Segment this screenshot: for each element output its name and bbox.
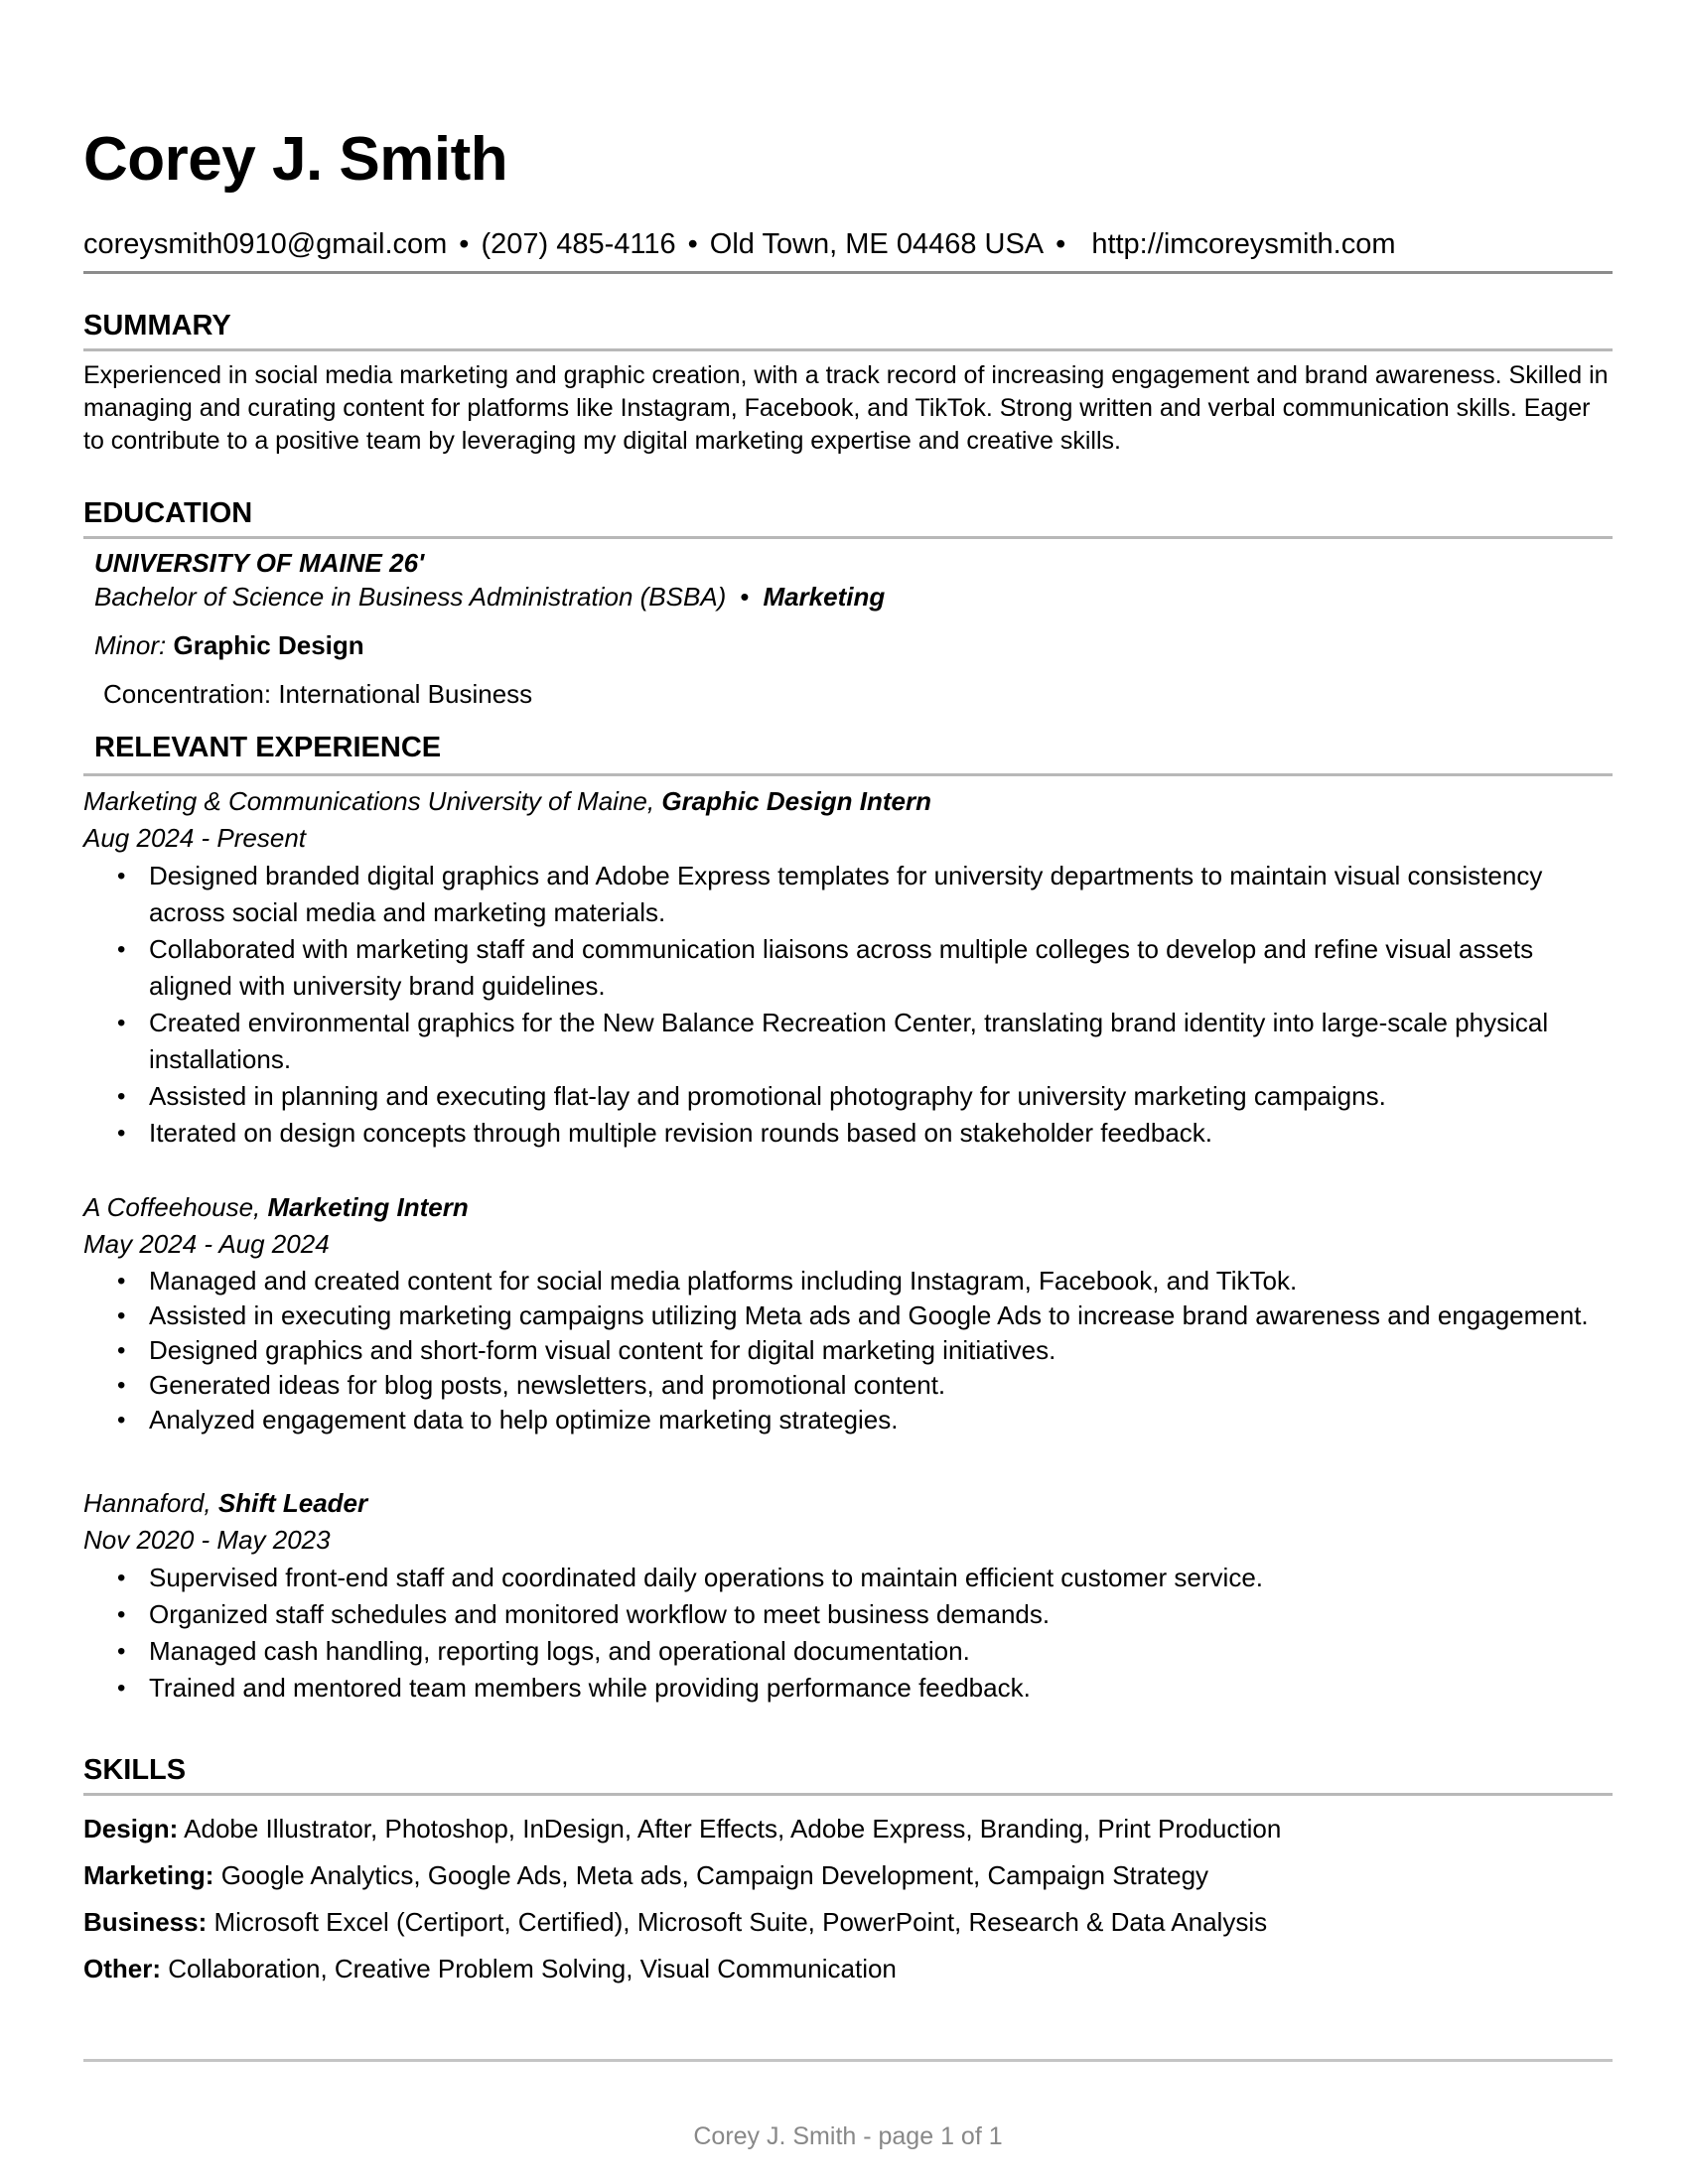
contact-separator: • xyxy=(1055,228,1066,260)
skill-label: Other: xyxy=(83,1954,161,1983)
skill-value: Google Analytics, Google Ads, Meta ads, Campaign Development, Campaign Strategy xyxy=(220,1860,1209,1890)
skill-value: Collaboration, Creative Problem Solving, Visual Communication xyxy=(168,1954,897,1983)
skill-label: Business: xyxy=(83,1907,208,1937)
bullet-item: • Designed branded digital graphics and Adobe Express templates for university departments to maintain visual consistency across social media and marketing materials. xyxy=(149,858,1609,931)
job-dates: May 2024 - Aug 2024 xyxy=(83,1229,330,1259)
degree: Bachelor of Science in Business Administration (BSBA) xyxy=(94,582,727,612)
skills-heading: SKILLS xyxy=(83,1754,187,1786)
phone-number: (207) 485-4116 xyxy=(481,228,676,260)
skill-row xyxy=(83,1858,1208,1892)
job-org: A Coffeehouse, xyxy=(83,1192,261,1222)
website-link[interactable]: http://imcoreysmith.com xyxy=(1091,228,1396,260)
bullet-item: • Organized staff schedules and monitored workflow to meet business demands. xyxy=(149,1596,1609,1633)
contact-separator: • xyxy=(687,228,698,260)
job-role: Graphic Design Intern xyxy=(661,786,931,816)
job-org: Hannaford, xyxy=(83,1488,211,1518)
skill-value: Microsoft Excel (Certiport, Certified), Microsoft Suite, PowerPoint, Research & Data Analysis xyxy=(213,1907,1268,1937)
bullet-item: • Assisted in planning and executing flat-lay and promotional photography for university marketing campaigns. xyxy=(149,1078,1609,1115)
page-footer: Corey J. Smith - page 1 of 1 xyxy=(693,2122,1003,2150)
bullet-item: • Iterated on design concepts through multiple revision rounds based on stakeholder feedback. xyxy=(149,1115,1609,1152)
job-title-line xyxy=(83,784,931,818)
skill-row xyxy=(83,1812,1281,1845)
job-dates: Nov 2020 - May 2023 xyxy=(83,1525,331,1555)
job-role: Shift Leader xyxy=(217,1488,368,1518)
degree-line xyxy=(94,580,885,614)
job-dates: Aug 2024 - Present xyxy=(83,823,307,853)
degree-separator: • xyxy=(740,582,750,612)
bullet-item: • Designed graphics and short-form visual content for digital marketing initiatives. xyxy=(149,1333,1609,1368)
skill-label: Design: xyxy=(83,1814,179,1843)
contact-line xyxy=(83,226,1396,262)
minor-line xyxy=(94,628,364,662)
school-name: UNIVERSITY OF MAINE 26' xyxy=(94,548,425,578)
bullet-item: • Analyzed engagement data to help optimize marketing strategies. xyxy=(149,1403,1609,1437)
contact-separator: • xyxy=(459,228,470,260)
bullet-item: • Trained and mentored team members while providing performance feedback. xyxy=(149,1670,1609,1706)
experience-heading: RELEVANT EXPERIENCE xyxy=(94,732,442,763)
summary-text: Experienced in social media marketing and graphic creation, with a track record of increasing engagement and brand awareness. Skilled in managing and curating content for platforms like Instagram, Facebook, and TikTok. Strong written and verbal communication skills. Eager to contribute to a positive team by leveraging my digital marketing expertise and creative skills. xyxy=(83,361,1609,455)
job-role: Marketing Intern xyxy=(267,1192,469,1222)
job-org: Marketing & Communications University of Maine, xyxy=(83,786,655,816)
education-divider xyxy=(83,536,1613,539)
minor-value: Graphic Design xyxy=(173,630,364,660)
skill-row xyxy=(83,1905,1267,1939)
job-bullets xyxy=(149,1560,1609,1706)
job-title-line xyxy=(83,1486,367,1520)
email-link[interactable]: coreysmith0910@gmail.com xyxy=(83,228,448,260)
skill-value: Adobe Illustrator, Photoshop, InDesign, After Effects, Adobe Express, Branding, Print Production xyxy=(184,1814,1282,1843)
skills-divider xyxy=(83,1793,1613,1796)
summary-heading: SUMMARY xyxy=(83,310,231,341)
candidate-name: Corey J. Smith xyxy=(83,125,508,194)
experience-divider xyxy=(83,773,1613,776)
bullet-item: • Assisted in executing marketing campaigns utilizing Meta ads and Google Ads to increase brand awareness and engagement. xyxy=(149,1298,1609,1333)
job-bullets xyxy=(149,858,1609,1152)
job-bullets xyxy=(149,1264,1609,1437)
job-title-line xyxy=(83,1190,469,1224)
bullet-item: • Created environmental graphics for the New Balance Recreation Center, translating brand identity into large-scale physical installations. xyxy=(149,1005,1609,1078)
location: Old Town, ME 04468 USA xyxy=(709,228,1045,260)
bullet-item: • Managed and created content for social media platforms including Instagram, Facebook, and TikTok. xyxy=(149,1264,1609,1298)
bullet-item: • Collaborated with marketing staff and communication liaisons across multiple colleges to develop and refine visual assets aligned with university brand guidelines. xyxy=(149,931,1609,1005)
bullet-item: • Supervised front-end staff and coordinated daily operations to maintain efficient customer service. xyxy=(149,1560,1609,1596)
footer-divider xyxy=(83,2059,1613,2062)
minor-label: Minor: xyxy=(94,630,167,660)
skill-label: Marketing: xyxy=(83,1860,214,1890)
bullet-item: • Generated ideas for blog posts, newsletters, and promotional content. xyxy=(149,1368,1609,1403)
major: Marketing xyxy=(763,582,886,612)
header-divider xyxy=(83,271,1613,274)
bullet-item: • Managed cash handling, reporting logs, and operational documentation. xyxy=(149,1633,1609,1670)
summary-divider xyxy=(83,348,1613,351)
concentration: Concentration: International Business xyxy=(103,679,533,709)
education-heading: EDUCATION xyxy=(83,497,253,529)
skill-row xyxy=(83,1952,897,1985)
